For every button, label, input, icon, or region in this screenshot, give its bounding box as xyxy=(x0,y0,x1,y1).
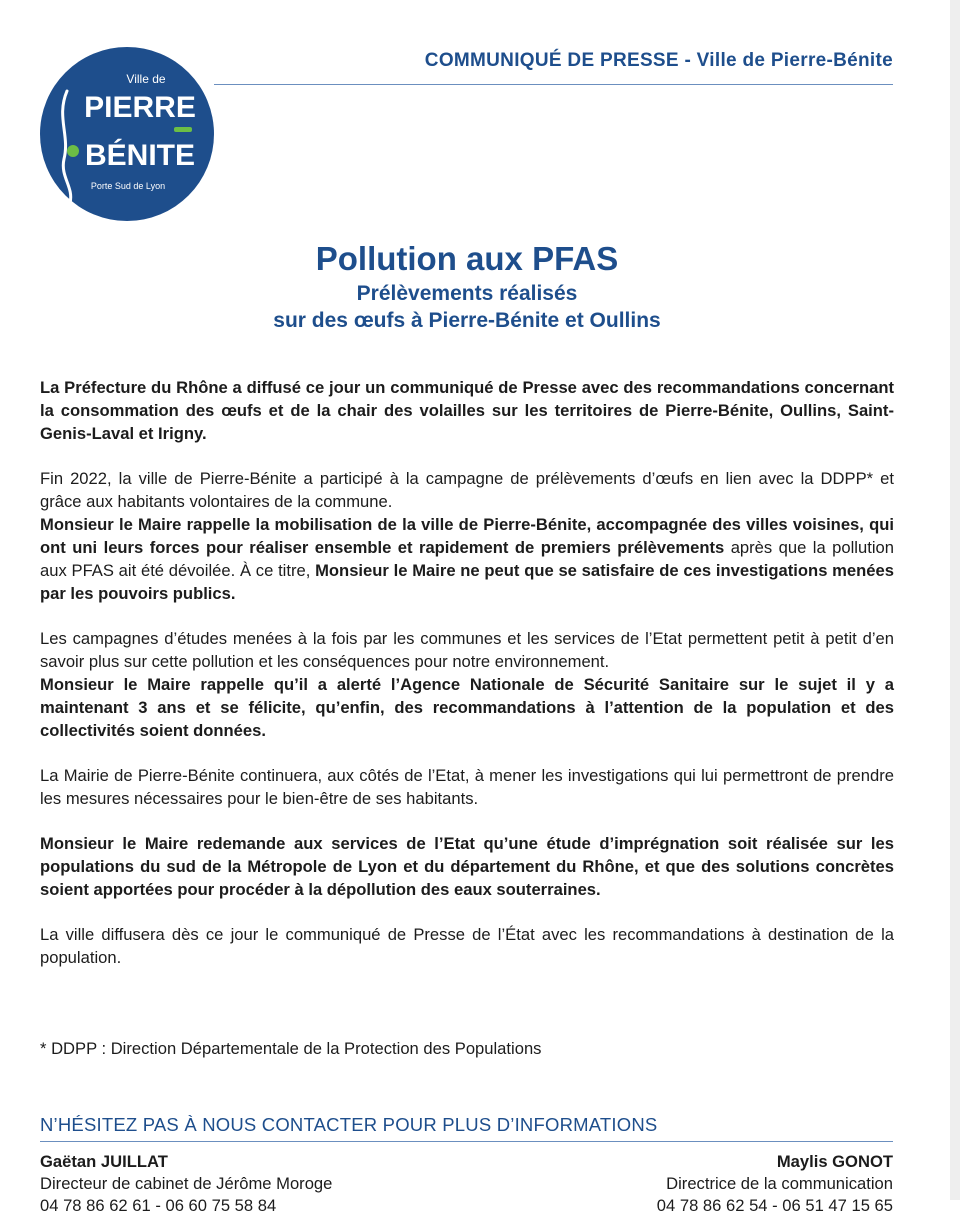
press-release-body xyxy=(40,376,894,991)
paragraph-2-bold-a: Monsieur le Maire rappelle la mobilisation de la ville de Pierre-Bénite, accompagnée des villes voisines, qui ont uni leurs forces pour réaliser ensemble et rapidement de premiers prélèvements xyxy=(40,515,894,557)
main-title: Pollution aux PFAS xyxy=(315,240,619,277)
header-divider xyxy=(214,84,893,85)
contact-divider xyxy=(40,1141,893,1142)
subtitle-line-2: sur des œufs à Pierre-Bénite et Oullins xyxy=(273,309,661,332)
paragraph-3 xyxy=(40,627,894,742)
contact-right-phone: 04 78 86 62 54 - 06 51 47 15 65 xyxy=(656,1196,893,1215)
logo-line1: Ville de xyxy=(126,72,166,86)
logo-dot-icon xyxy=(67,145,79,157)
paragraph-5 xyxy=(40,832,894,901)
subtitle-line-1: Prélèvements réalisés xyxy=(356,282,578,305)
logo-dash-icon xyxy=(174,127,192,132)
logo-line2: PIERRE xyxy=(84,91,196,124)
paragraph-1-text: La Préfecture du Rhône a diffusé ce jour un communiqué de Presse avec des recommandations concernant la consommation des œufs et de la chair des volailles sur les territoires de Pierre-Bénite, Oullins, Saint-Genis-Laval et Irigny. xyxy=(40,378,894,443)
footnote: * DDPP : Direction Départementale de la Protection des Populations xyxy=(40,1039,542,1058)
paragraph-4-text: La Mairie de Pierre-Bénite continuera, aux côtés de l’Etat, à mener les investigations qui lui permettront de prendre les mesures nécessaires pour le bien-être de ses habitants. xyxy=(40,766,894,808)
paragraph-5-text: Monsieur le Maire redemande aux services de l’Etat qu’une étude d’imprégnation soit réalisée sur les populations du sud de la Métropole de Lyon et du département du Rhône, et que des solutions concrètes soient apportées pour procéder à la dépollution des eaux souterraines. xyxy=(40,834,894,899)
paragraph-3-intro: Les campagnes d’études menées à la fois par les communes et les services de l’Etat permettent petit à petit d’en savoir plus sur cette pollution et les conséquences pour notre environnement. xyxy=(40,629,894,671)
contact-right-name: Maylis GONOT xyxy=(776,1152,893,1171)
paragraph-2-intro: Fin 2022, la ville de Pierre-Bénite a participé à la campagne de prélèvements d’œufs en lien avec la DDPP* et grâce aux habitants volontaires de la commune. xyxy=(40,469,894,511)
contact-right xyxy=(657,1151,893,1217)
city-logo xyxy=(40,47,214,221)
header-title: COMMUNIQUÉ DE PRESSE - Ville de Pierre-Bénite xyxy=(424,50,893,71)
paragraph-4 xyxy=(40,764,894,810)
contact-left-name: Gaëtan JUILLAT xyxy=(40,1152,168,1171)
paragraph-2-bold-b: Monsieur le Maire ne peut que se satisfaire de ces investigations menées par les pouvoirs publics. xyxy=(40,561,894,603)
paragraph-3-bold: Monsieur le Maire rappelle qu’il a alerté l’Agence Nationale de Sécurité Sanitaire sur le sujet il y a maintenant 3 ans et se félicite, qu’enfin, des recommandations à l’attention de la population et des collectivités soient données. xyxy=(40,675,894,740)
paragraph-6-text: La ville diffusera dès ce jour le communiqué de Presse de l’État avec les recommandations à destination de la population. xyxy=(40,925,894,967)
paragraph-6 xyxy=(40,923,894,969)
contact-left-phone: 04 78 86 62 61 - 06 60 75 58 84 xyxy=(40,1196,277,1215)
title-block xyxy=(0,238,934,334)
paragraph-2 xyxy=(40,467,894,605)
page-edge xyxy=(950,0,960,1200)
paragraph-2-regular: après que la pollution aux PFAS ait été dévoilée. À ce titre, xyxy=(40,538,894,580)
contact-left xyxy=(40,1151,332,1217)
paragraph-1 xyxy=(40,376,894,445)
contact-heading: N’HÉSITEZ PAS À NOUS CONTACTER POUR PLUS D’INFORMATIONS xyxy=(40,1114,658,1135)
logo-line3: BÉNITE xyxy=(84,139,196,172)
contact-right-role: Directrice de la communication xyxy=(666,1174,893,1193)
contact-left-role: Directeur de cabinet de Jérôme Moroge xyxy=(40,1174,333,1193)
logo-tagline: Porte Sud de Lyon xyxy=(90,181,166,191)
